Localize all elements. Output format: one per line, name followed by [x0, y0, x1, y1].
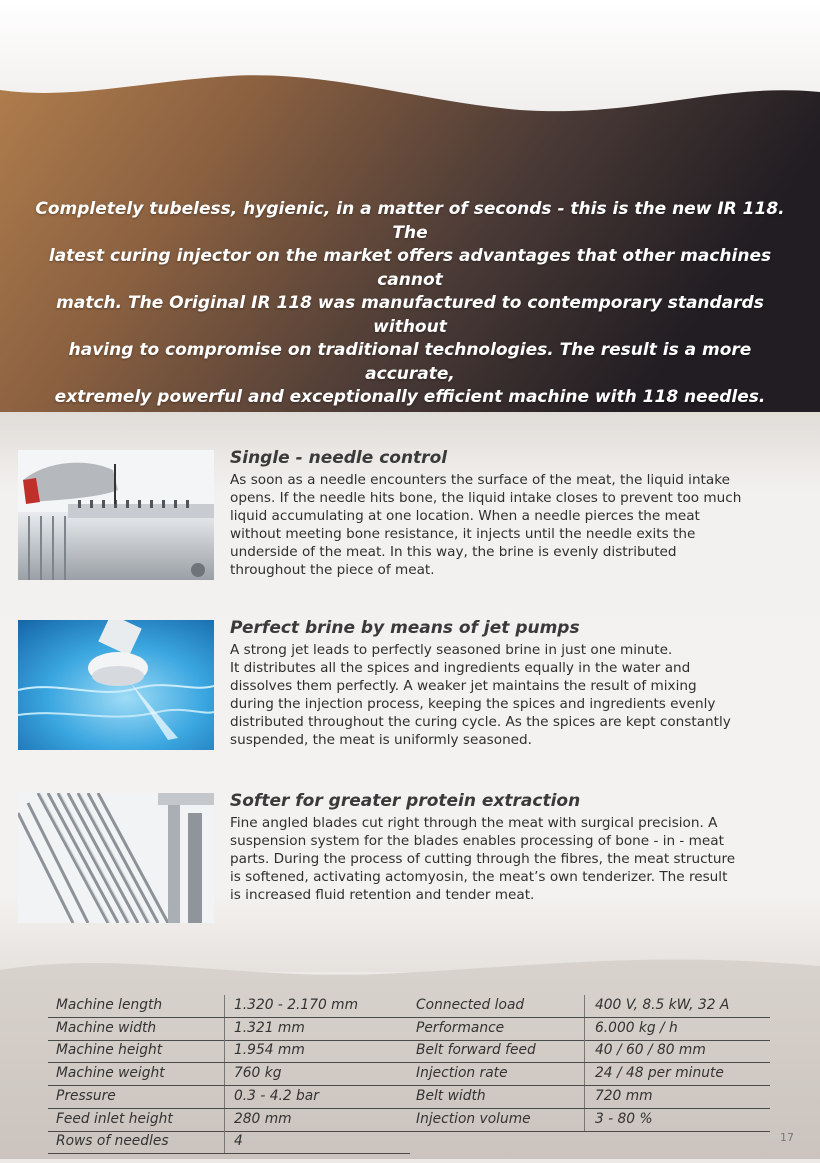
intro-line: extremely powerful and exceptionally efficient machine with 118 needles. — [54, 387, 766, 407]
spec-label: Performance — [416, 1019, 505, 1036]
spec-row — [48, 995, 410, 1018]
intro-line: having to compromise on traditional technologies. The result is a more accurate, — [68, 340, 752, 384]
body-line: distributed throughout the curing cycle. As the spices are kept constantly — [230, 713, 731, 730]
section-title: Softer for greater protein extraction — [230, 791, 581, 811]
spec-divider — [224, 1109, 225, 1131]
spec-divider — [224, 1018, 225, 1040]
body-line: dissolves them perfectly. A weaker jet maintains the result of mixing — [230, 677, 697, 694]
page-number: 17 — [780, 1131, 794, 1144]
spec-label: Machine length — [56, 997, 163, 1013]
section-body — [230, 472, 770, 579]
body-line: liquid accumulating at one location. When a needle pierces the meat — [230, 507, 700, 524]
spec-row — [410, 1040, 770, 1063]
spec-divider — [224, 1040, 225, 1062]
spec-label: Machine width — [56, 1019, 157, 1036]
section-body — [230, 642, 770, 749]
spec-value: 4 — [234, 1133, 243, 1150]
spec-divider — [224, 1131, 225, 1153]
jet-pump-water-photo — [18, 620, 214, 750]
spec-divider — [584, 1040, 585, 1062]
spec-value: 720 mm — [595, 1087, 653, 1104]
spec-label: Rows of needles — [56, 1133, 169, 1150]
spec-row — [48, 1131, 410, 1154]
spec-value: 1.320 - 2.170 mm — [234, 997, 359, 1013]
spec-divider — [584, 1086, 585, 1108]
body-line: is softened, activating actomyosin, the meat’s own tenderizer. The result — [230, 868, 728, 885]
body-line: throughout the piece of meat. — [230, 561, 435, 578]
spec-row — [48, 1109, 410, 1132]
body-line: suspension system for the blades enables processing of bone - in - meat — [230, 832, 724, 849]
spec-row — [48, 1086, 410, 1109]
spec-value: 400 V, 8.5 kW, 32 A — [595, 997, 730, 1013]
spec-value: 3 - 80 % — [595, 1110, 653, 1127]
spec-value: 1.321 mm — [234, 1019, 305, 1036]
spec-row — [48, 1063, 410, 1086]
blades-photo — [18, 793, 214, 923]
spec-row — [410, 1109, 770, 1132]
spec-divider — [224, 1063, 225, 1085]
spec-row — [410, 1086, 770, 1109]
section-title: Perfect brine by means of jet pumps — [230, 618, 580, 638]
spec-label: Belt width — [416, 1087, 486, 1104]
spec-row — [410, 995, 770, 1018]
spec-value: 1.954 mm — [234, 1042, 305, 1059]
spec-row — [410, 1063, 770, 1086]
spec-label: Injection rate — [416, 1065, 508, 1082]
spec-label: Machine height — [56, 1042, 163, 1059]
spec-label: Connected load — [416, 997, 525, 1013]
hero-banner — [0, 0, 820, 412]
spec-divider — [584, 1018, 585, 1040]
body-line: underside of the meat. In this way, the brine is evenly distributed — [230, 543, 677, 560]
spec-divider — [584, 1109, 585, 1131]
body-line: As soon as a needle encounters the surface of the meat, the liquid intake — [230, 472, 730, 488]
body-line: suspended, the meat is uniformly seasoned. — [230, 731, 532, 748]
body-line: Fine angled blades cut right through the meat with surgical precision. A — [230, 815, 718, 831]
spec-label: Machine weight — [56, 1065, 165, 1082]
spec-value: 760 kg — [234, 1065, 282, 1082]
spec-row — [48, 1018, 410, 1041]
spec-value: 6.000 kg / h — [595, 1019, 678, 1036]
body-line: during the injection process, keeping the spices and ingredients evenly — [230, 695, 716, 712]
intro-text — [30, 198, 790, 410]
spec-value: 280 mm — [234, 1110, 292, 1127]
spec-label: Feed inlet height — [56, 1110, 173, 1127]
body-line: opens. If the needle hits bone, the liquid intake closes to prevent too much — [230, 489, 742, 506]
body-line: It distributes all the spices and ingredients equally in the water and — [230, 659, 691, 676]
spec-divider — [224, 995, 225, 1017]
body-line: is increased fluid retention and tender meat. — [230, 886, 535, 903]
body-line: parts. During the process of cutting through the fibres, the meat structure — [230, 850, 736, 867]
intro-line: match. The Original IR 118 was manufactured to contemporary standards without — [56, 293, 764, 337]
spec-label: Belt forward feed — [416, 1042, 536, 1059]
spec-row — [48, 1040, 410, 1063]
section-body — [230, 815, 770, 905]
spec-value: 0.3 - 4.2 bar — [234, 1087, 319, 1104]
body-line: without meeting bone resistance, it injects until the needle exits the — [230, 525, 696, 542]
spec-divider — [584, 995, 585, 1017]
spec-label: Injection volume — [416, 1110, 531, 1127]
needle-glove-photo — [18, 450, 214, 580]
section-title: Single - needle control — [230, 448, 448, 468]
spec-divider — [224, 1086, 225, 1108]
spec-value: 40 / 60 / 80 mm — [595, 1042, 706, 1059]
spec-value: 24 / 48 per minute — [595, 1065, 724, 1082]
intro-line: latest curing injector on the market offers advantages that other machines cannot — [48, 246, 772, 290]
body-line: A strong jet leads to perfectly seasoned brine in just one minute. — [230, 642, 673, 658]
spec-divider — [584, 1063, 585, 1085]
intro-line: Completely tubeless, hygienic, in a matter of seconds - this is the new IR 118. The — [35, 199, 785, 243]
spec-label: Pressure — [56, 1087, 116, 1104]
spec-row — [410, 1018, 770, 1041]
